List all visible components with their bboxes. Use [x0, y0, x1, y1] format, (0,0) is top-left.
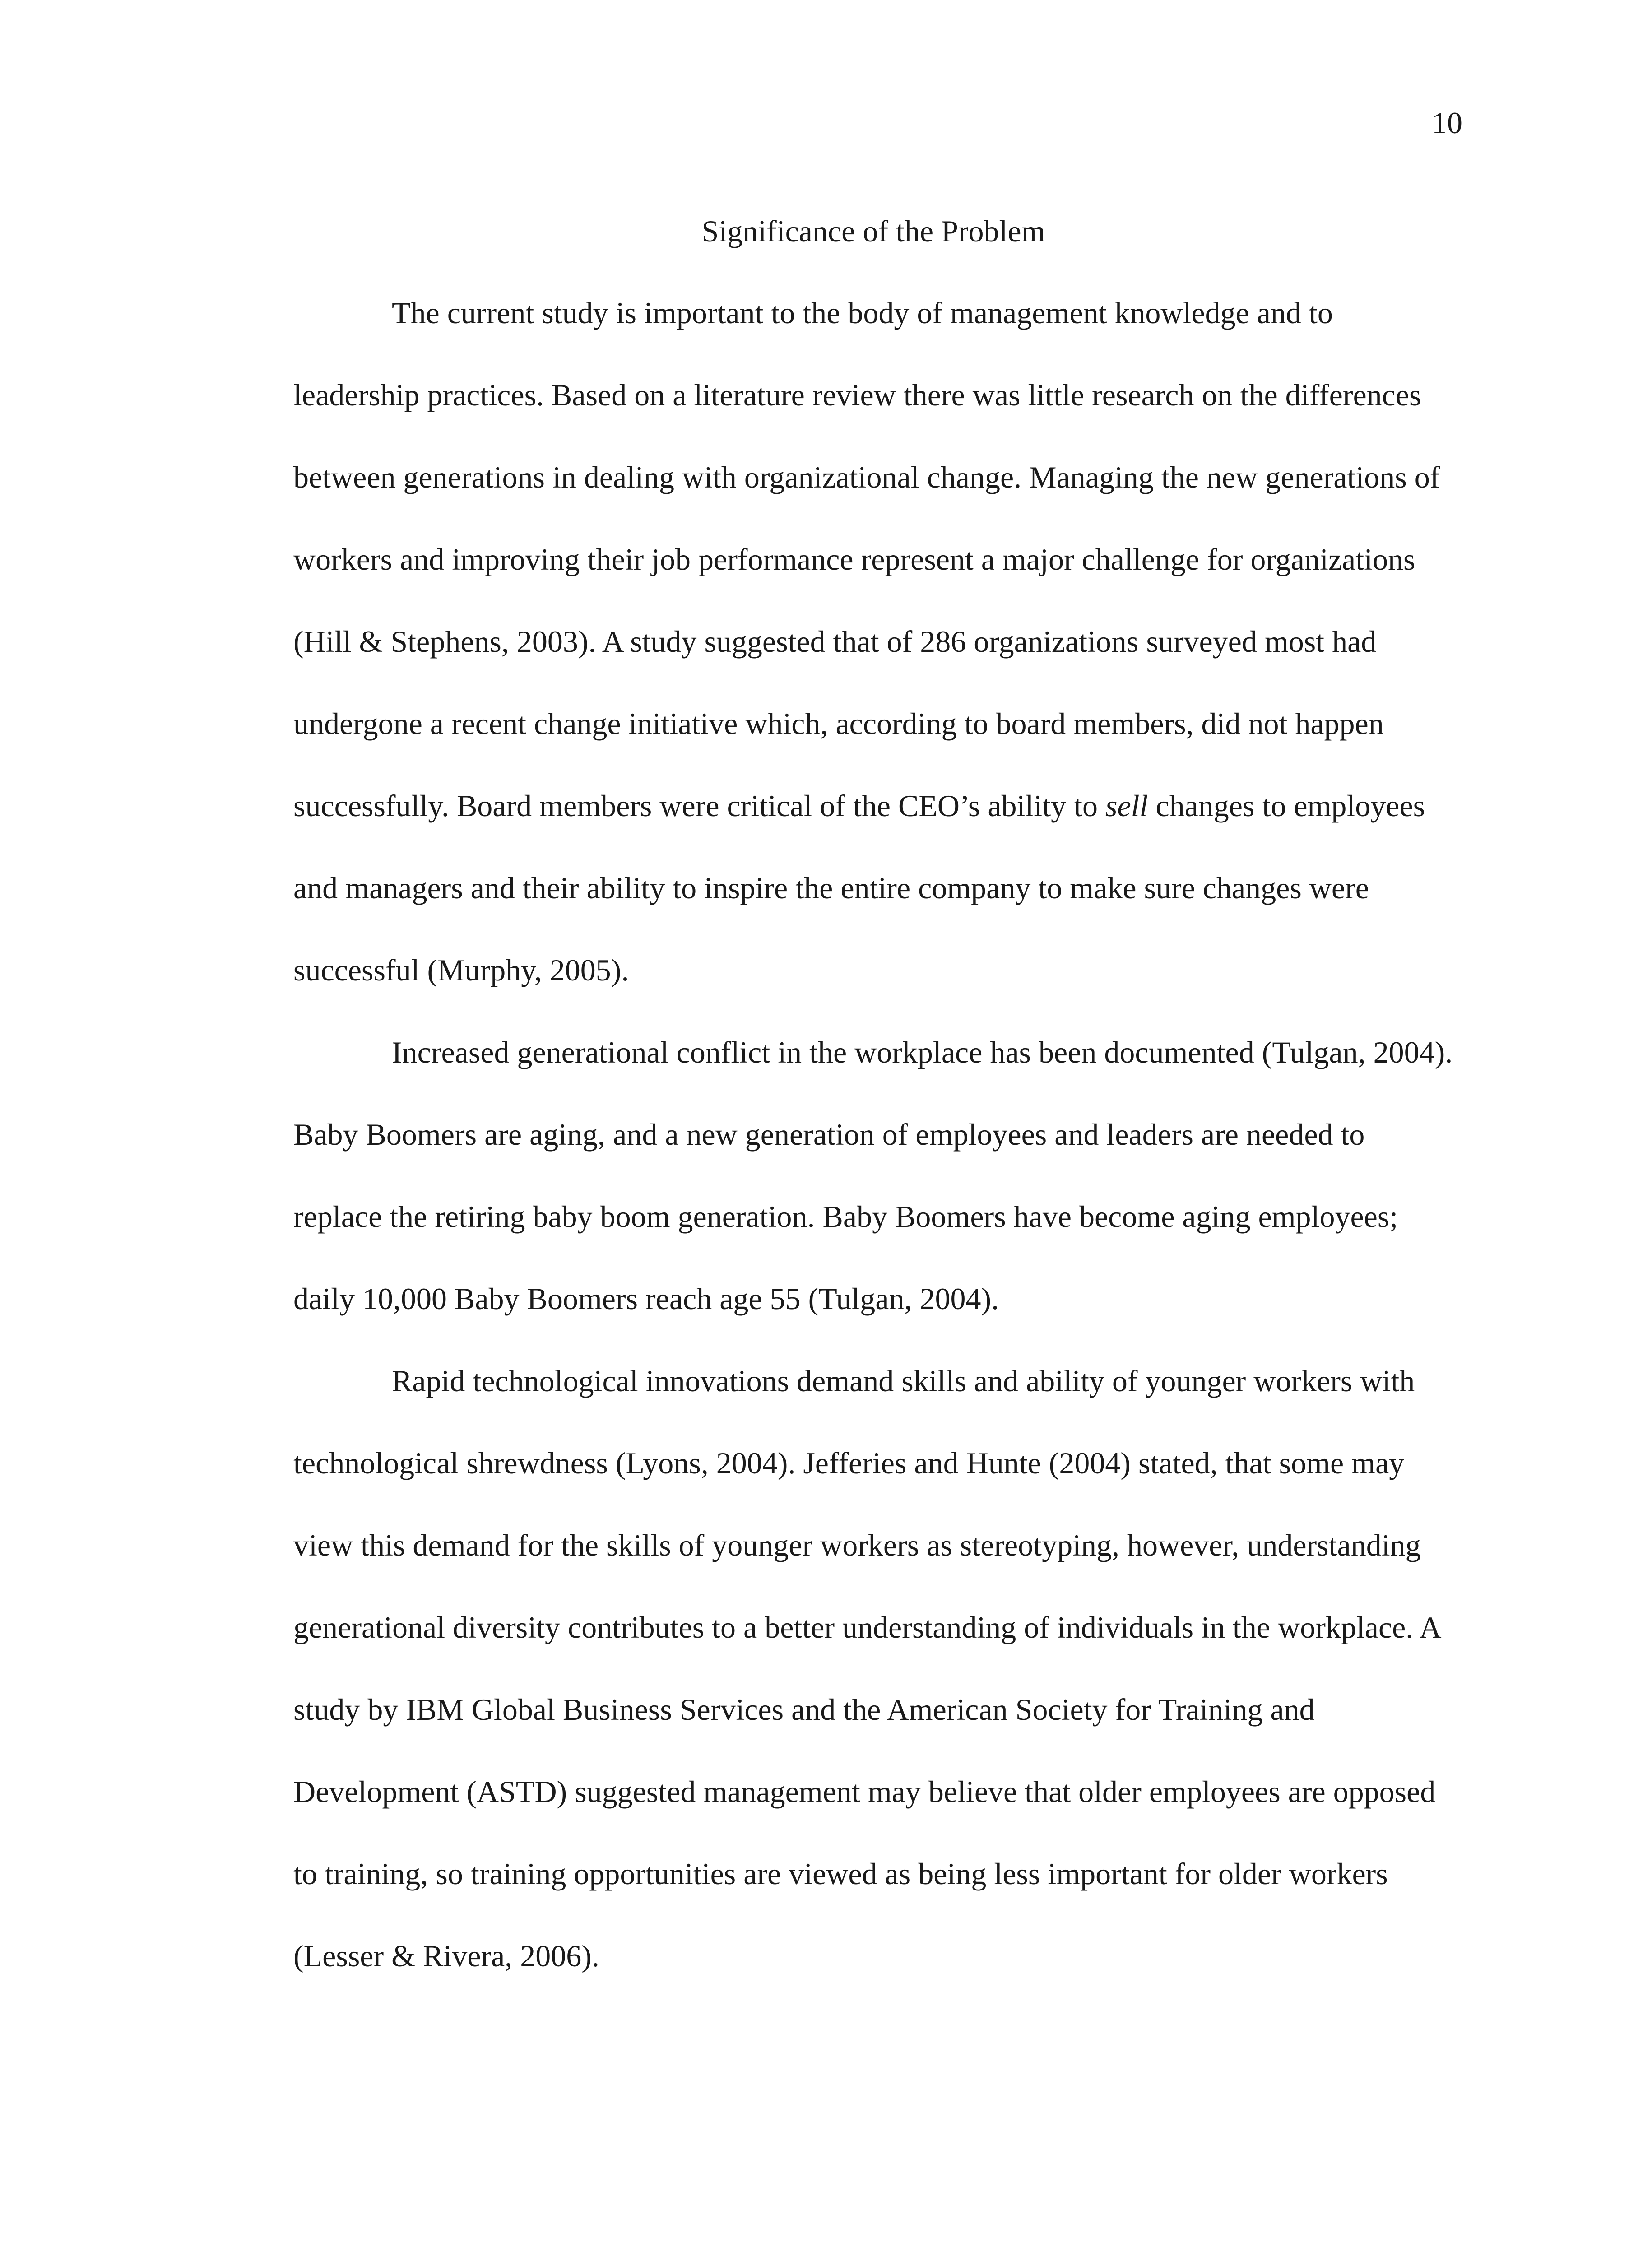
paragraph-1-text-end: changes to employees and managers and their ability to inspire the entire company to make sure changes were successful (Murphy, 2005). [293, 789, 1425, 987]
paragraph-1-text-start: The current study is important to the body of management knowledge and to leadership practices. Based on a literature review there was little research on the differences between generations in dealing with organizational change. Managing the new generations of workers and improving their job performance represent a major challenge for organizations (Hill & Stephens, 2003). A study suggested that of 286 organizations surveyed most had undergone a recent change initiative which, according to board members, did not happen successfully. Board members were critical of the CEO’s ability to [293, 296, 1440, 823]
body-text [293, 272, 1453, 1997]
italic-word: sell [1105, 789, 1148, 823]
page-number: 10 [1432, 106, 1462, 140]
section-heading: Significance of the Problem [701, 214, 1045, 248]
paragraph-3: Rapid technological innovations demand skills and ability of younger workers with technological shrewdness (Lyons, 2004). Jefferies and Hunte (2004) stated, that some may view this demand for the skills of younger workers as stereotyping, however, understanding generational diversity contributes to a better understanding of individuals in the workplace. A study by IBM Global Business Services and the American Society for Training and Development (ASTD) suggested management may believe that older employees are opposed to training, so training opportunities are viewed as being less important for older workers (Lesser & Rivera, 2006). [293, 1364, 1440, 1973]
paragraph-2: Increased generational conflict in the workplace has been documented (Tulgan, 2004). Baby Boomers are aging, and a new generation of employees and leaders are needed to replace the retiring baby boom generation. Baby Boomers have become aging employees; daily 10,000 Baby Boomers reach age 55 (Tulgan, 2004). [293, 1035, 1453, 1316]
paragraph-1 [293, 272, 1453, 1011]
